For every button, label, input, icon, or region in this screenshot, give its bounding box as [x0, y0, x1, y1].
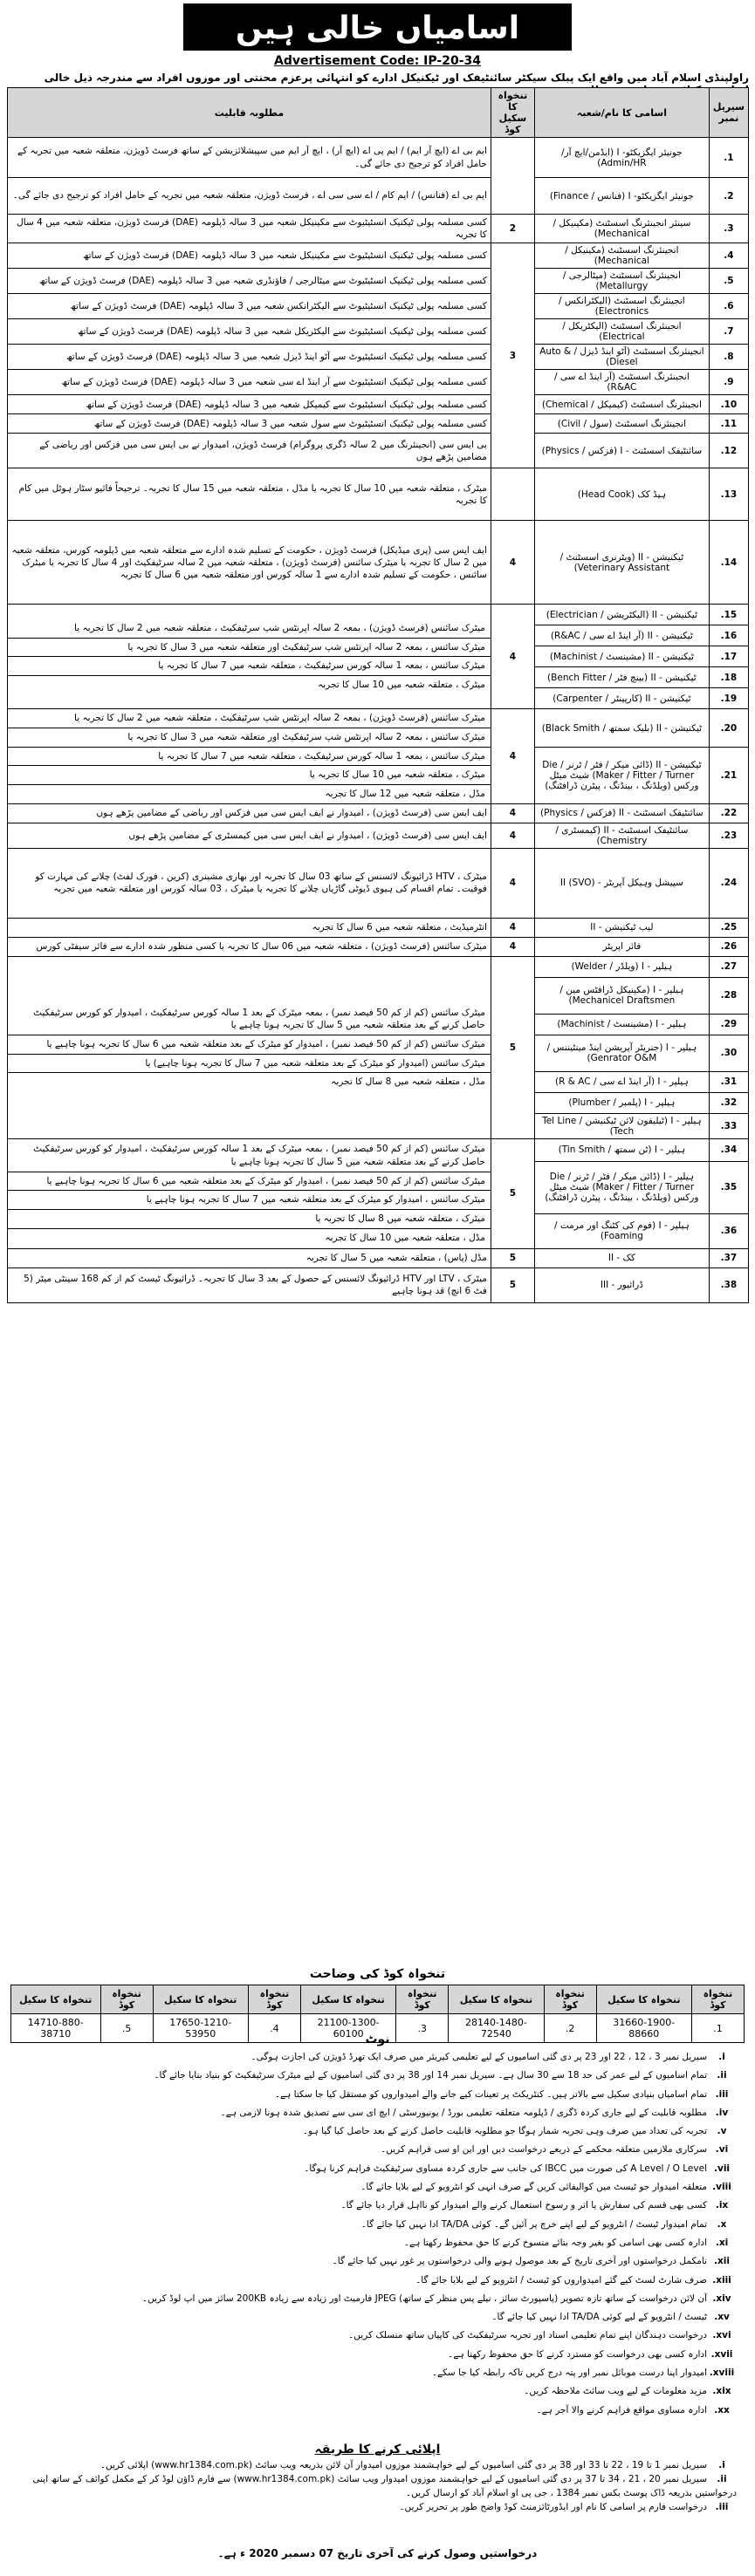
header-pay: تنخواہ کا سکیل کوڈ: [491, 88, 534, 138]
table-row: 4. انجینئرنگ اسسٹنٹ (مکینیکل / Mechanical) 3 کسی مسلمہ پولی ٹیکنیک انسٹیٹیوٹ سے مکینیکل شعبہ میں 3 سالہ ڈپلومہ (DAE) فرسٹ ڈویژن کے ساتھ: [8, 243, 749, 269]
pay-scale-title: تنخواہ کوڈ کی وضاحت: [309, 1967, 446, 1981]
header-post: اسامی کا نام/شعبہ: [534, 88, 709, 138]
table-row: 21. ٹیکنیشن - II (ڈائی میکر / فٹر / ٹرنر / Die Maker / Fitter / Turner) شیٹ میٹل ورکس (ویلڈنگ ، بینڈنگ ، پیٹرن ڈرافٹنگ): [8, 747, 749, 803]
list-item: xviii.امیدوار اپنا درست موبائل نمبر اور پتہ درج کریں تاکہ رابطہ کیا جا سکے۔: [431, 2368, 735, 2379]
apply-list: [12, 2458, 737, 2514]
list-item: xv.ٹیسٹ / انٹرویو کے لیے کوئی TA/DA ادا نہیں کیا جائے گا۔: [491, 2312, 730, 2323]
list-item: viii.متعلقہ امیدوار جو ٹیسٹ میں کوالیفائی کریں گے صرف انہی کو انٹرویو کے لیے بلایا جائے گا۔: [360, 2182, 731, 2193]
table-row: 36. ہیلپر - I (فوم کی کٹنگ اور مرمت / Foaming): [8, 1213, 749, 1248]
list-item: xiii.صرف شارٹ لسٹ کیے گئے امیدواروں کو ٹیسٹ / انٹرویو کے لیے بلایا جائے گا۔: [415, 2274, 731, 2286]
list-item: xvii.ادارہ کسی بھی درخواست کو مسترد کرنے کا حق محفوظ رکھتا ہے۔: [448, 2348, 733, 2360]
pay-scale-table: تنخواہ کوڈ تنخواہ کا سکیل تنخواہ کوڈ تنخواہ کا سکیل تنخواہ کوڈ تنخواہ کا سکیل تنخواہ کوڈ تنخواہ کا سکیل تنخواہ کوڈ تنخواہ کا سکیل 1. 31660-1900-88660 2. 28140-1480-72540 3. 21100-1300-60100 4. 17650-1210-53950 5. 14710-880-38710: [10, 1985, 745, 2043]
table-row: 34. ہیلپر - I (ٹن سمتھ / Tin Smith) 5 میٹرک سائنس (کم از کم 50 فیصد نمبر) ، بمعہ میٹرک کے بعد 1 سالہ کورس سرٹیفکیٹ ، امیدوار کو کورس سرٹیفکیٹ حاصل کرنے کے بعد متعلقہ شعبہ میں 5 سال کا تجربہ ہونا چاہیے یا میٹرک سائنس (کم از کم 50 فیصد نمبر) ، امیدوار کو میٹرک کے بعد متعلقہ شعبہ میں 6 سال کا تجربہ ہونا چاہیے یا میٹرک سائنس ، امیدوار کو میٹرک کے بعد متعلقہ شعبہ میں 7 سال کا تجربہ ہونا چاہیے یا میٹرک ، متعلقہ شعبہ میں 8 سال کا تجربہ یا مڈل ، متعلقہ شعبہ میں 10 سال کا تجربہ: [8, 1138, 749, 1161]
table-row: 22. سائنٹیفک اسسٹنٹ - II (فزکس / Physics) 4 ایف ایس سی (فرسٹ ڈویژن) ، امیدوار نے ایف ایس سی میں فزکس اور ریاضی کے مضامین پڑھے ہوں: [8, 803, 749, 823]
list-item: v.تجربہ کی تعداد میں صرف وہی تجربہ شمار ہوگا جو مطلوبہ قابلیت حاصل کرنے کے بعد حاصل کیا گیا ہو۔: [303, 2126, 727, 2137]
table-row: 19. ٹیکنیشن - II (کارپینٹر / Carpenter): [8, 688, 749, 709]
list-item: ix.کسی بھی قسم کی سفارش یا اثر و رسوخ استعمال کرنے والے امیدوار کو نااہل قرار دیا جائے گا۔: [340, 2200, 729, 2211]
table-row: 3. سینئر انجینئرنگ اسسٹنٹ (مکینیکل / Mechanical) 2 کسی مسلمہ پولی ٹیکنیک انسٹیٹیوٹ سے مکینیکل شعبہ میں 3 سالہ ڈپلومہ (DAE) فرسٹ ڈویژن، متعلقہ شعبہ میں 4 سال کا تجربہ: [8, 215, 749, 243]
table-row: 29. ہیلپر - I (مشینسٹ / Machinist): [8, 1014, 749, 1035]
table-row: 8. انجینئرنگ اسسٹنٹ (آٹو اینڈ ڈیزل / Auto & Diesel) کسی مسلمہ پولی ٹیکنیک انسٹیٹیوٹ سے آٹو اینڈ ڈیزل شعبہ میں 3 سالہ ڈپلومہ (DAE) فرسٹ ڈویژن کے ساتھ: [8, 345, 749, 370]
list-item: xii.نامکمل درخواستوں اور آخری تاریخ کے بعد موصول ہونے والی درخواستوں پر غور نہیں کیا جائے گا۔: [332, 2256, 730, 2267]
table-row: 14. ٹیکنیشن - II (ویٹرنری اسسٹنٹ / Veterinary Assistant) 4 ایف ایس سی (پری میڈیکل) فرسٹ ڈویژن ، حکومت کے تسلیم شدہ ادارے سے متعلقہ شعبہ میں ڈپلومہ کورس، متعلقہ شعبہ میں 2 سال کا تجربہ یا میٹرک سائنس (فرسٹ ڈویژن) ، متعلقہ شعبہ میں 2 سالہ سرٹیفکیٹ اور 4 سال کا تجربہ یا میٹرک سائنس ، حکومت کے تسلیم شدہ ادارے سے 1 سالہ کورس اور متعلقہ شعبہ میں 6 سال کا تجربہ: [8, 521, 749, 605]
list-item: xvi.درخواست دہندگان اپنے تمام تعلیمی اسناد اور تجربہ سرٹیفکیٹ کی کاپیاں ساتھ منسلک کریں۔: [348, 2330, 731, 2341]
table-row: 20. ٹیکنیشن - II (بلیک سمتھ / Black Smith) 4 میٹرک سائنس (فرسٹ ڈویژن) ، بمعہ 2 سالہ اپرنٹس شپ سرٹیفکیٹ ، متعلقہ شعبہ میں 2 سال کا تجربہ یا میٹرک سائنس ، بمعہ 2 سالہ اپرنٹس شپ سرٹیفکیٹ اور متعلقہ شعبہ میں 3 سال کا تجربہ یا میٹرک سائنس ، بمعہ 1 سالہ کورس سرٹیفکیٹ ، متعلقہ شعبہ میں 7 سال کا تجربہ یا میٹرک ، متعلقہ شعبہ میں 10 سال کا تجربہ یا مڈل ، متعلقہ شعبہ میں 12 سال کا تجربہ: [8, 709, 749, 747]
table-row: 18. ٹیکنیشن - II (بینچ فٹر / Bench Fitter): [8, 667, 749, 688]
table-row: 32. ہیلپر - I (پلمبر / Plumber): [8, 1092, 749, 1113]
table-row: 5. انجینئرنگ اسسٹنٹ (میٹالرجی / Metallurgy) کسی مسلمہ پولی ٹیکنیک انسٹیٹیوٹ سے میٹالرجی / فاؤنڈری شعبہ میں 3 سالہ ڈپلومہ (DAE) فرسٹ ڈویژن کے ساتھ: [8, 269, 749, 294]
table-row: 15. ٹیکنیشن - II (الیکٹریشن / Electrician) 4 میٹرک سائنس (فرسٹ ڈویژن) ، بمعہ 2 سالہ اپرنٹس شپ سرٹیفکیٹ ، متعلقہ شعبہ میں 2 سال کا تجربہ یا میٹرک سائنس ، بمعہ 2 سالہ اپرنٹس شپ سرٹیفکیٹ اور متعلقہ شعبہ میں 3 سال کا تجربہ یا میٹرک سائنس ، بمعہ 1 سالہ کورس سرٹیفکیٹ ، متعلقہ شعبہ میں 7 سال کا تجربہ یا میٹرک ، متعلقہ شعبہ میں 10 سال کا تجربہ: [8, 605, 749, 625]
table-row: 37. کک - II 5 مڈل (پاس) ، متعلقہ شعبہ میں 5 سال کا تجربہ: [8, 1248, 749, 1268]
table-row: 1. جونیئر ایگزیکٹو- I (ایڈمن/ایچ آر/ Admin/HR) ایم بی اے (ایچ آر ایم) / ایم پی اے (ایچ آر) ، ایچ آر ایم میں سپیشلائزیشن کے ساتھ فرسٹ ڈویژن، متعلقہ شعبہ میں تجربہ کے حامل افراد کو ترجیح دی جائے گی۔: [8, 138, 749, 178]
table-row: 26. فائر اپریٹر 4 میٹرک سائنس (فرسٹ ڈویژن) ، متعلقہ شعبہ میں 06 سال کا تجربہ یا کسی منظور شدہ ادارے سے فائر سیفٹی کورس: [8, 937, 749, 956]
table-row: 10. انجینئرنگ اسسٹنٹ (کیمیکل / Chemical) کسی مسلمہ پولی ٹیکنیک انسٹیٹیوٹ سے کیمیکل شعبہ میں 3 سالہ ڈپلومہ (DAE) فرسٹ ڈویژن کے ساتھ: [8, 395, 749, 414]
table-row: 7. انجینئرنگ اسسٹنٹ (الیکٹریکل / Electrical) کسی مسلمہ پولی ٹیکنیک انسٹیٹیوٹ سے الیکٹریکل شعبہ میں 3 سالہ ڈپلومہ (DAE) فرسٹ ڈویژن کے ساتھ: [8, 319, 749, 345]
table-row: 9. انجینئرنگ اسسٹنٹ (آر اینڈ اے سی / R&AC) کسی مسلمہ پولی ٹیکنیک انسٹیٹیوٹ سے آر اینڈ اے سی شعبہ میں 3 سالہ ڈپلومہ (DAE) فرسٹ ڈویژن کے ساتھ: [8, 370, 749, 395]
list-item: xi.ادارہ کسی بھی اسامی کو بغیر وجہ بتائے منسوخ کرنے کا حق محفوظ رکھتا ہے۔: [403, 2237, 729, 2248]
list-item: x.تمام امیدوار ٹیسٹ / انٹرویو کے لیے اپنے خرچ پر آئیں گے۔ کوئی TA/DA ادا نہیں کیا جائے گا۔: [360, 2218, 727, 2230]
table-row: 12. سائنٹیفک اسسٹنٹ - I (فزکس / Physics) بی ایس سی (انجینئرنگ میں 2 سالہ ڈگری پروگرام) فرسٹ ڈویژن، امیدوار نے بی ایس سی میں فزکس اور ریاضی کے مضامین پڑھے ہوں: [8, 434, 749, 468]
page-title: اسامیاں خالی ہیں: [183, 3, 572, 51]
table-row: 31. ہیلپر - I (آر اینڈ اے سی / R & AC): [8, 1071, 749, 1092]
list-item: iii.تمام اسامیاں بنیادی سکیل سے بالاتر ہیں۔ کنٹریکٹ پر تعینات کیے جانے والے امیدواروں کو مستقل کیا جا سکتا ہے۔: [274, 2088, 729, 2100]
table-row: 2. جونیئر ایگزیکٹو- I (فنانس / Finance) ایم بی اے (فنانس) / ایم کام / اے سی سی اے ، فرسٹ ڈویژن، متعلقہ شعبہ میں تجربہ کے حامل افراد کو ترجیح دی جائے گی۔: [8, 178, 749, 215]
table-header: [8, 88, 749, 138]
list-item: vii.A Level / O Level کی صورت میں IBCC کی جانب سے جاری کردہ مساوی سرٹیفکیٹ فراہم کرنا ہوگا۔: [304, 2163, 731, 2174]
list-item: i.سیریل نمبر 1 تا 19 ، 22 تا 33 اور 38 پر دی گئی اسامیوں کے لیے خواہشمند موزوں امیدوار آن لائن بذریعہ ویب سائٹ (www.hr1384.com.pk) اپلائی کریں۔: [100, 2460, 725, 2470]
list-item: i.سیریل نمبر 3 ، 12 ، 22 اور 23 پر دی گئی اسامیوں کے لیے تعلیمی کیریئر میں صرف ایک تھرڈ ڈویژن کی اجازت ہوگی۔: [251, 2052, 725, 2062]
table-row: 16. ٹیکنیشن - II (آر اینڈ اے سی / R&AC): [8, 625, 749, 646]
list-item: vi.سرکاری ملازمین متعلقہ محکمے کے ذریعے درخواست دیں اور این او سی فراہم کریں۔: [381, 2144, 729, 2156]
list-item: xix.مزید معلومات کے لیے ویب سائٹ ملاحظہ کریں۔: [524, 2386, 731, 2397]
notes-list: [12, 2048, 737, 2420]
table-row: 33. ہیلپر - I (ٹیلیفون لائن ٹیکنیشن / Tel Line Tech): [8, 1113, 749, 1138]
list-item: xx.ادارہ مساوی مواقع فراہم کرنے والا آجر ہے۔: [536, 2404, 730, 2415]
table-row: 38. ڈرائیور - III 5 میٹرک ، LTV اور HTV ڈرائیونگ لائسنس کے حصول کے بعد 3 سال کا تجربہ۔ ڈرائیونگ ٹیسٹ کم از کم 168 سینٹی میٹر (5 فٹ 6 انچ) قد ہونا چاہیے: [8, 1268, 749, 1302]
intro-text: راولپنڈی اسلام آباد میں واقع ایک پبلک سیکٹر سائنٹیفک اور ٹیکنیکل ادارے کو انتہائی پرعزم محنتی اور موزوں افراد سے مندرجہ ذیل خالی: [44, 72, 749, 84]
table-row: 17. ٹیکنیشن - II (مشینسٹ / Machinist): [8, 646, 749, 667]
notes-title: نوٹ: [365, 2033, 390, 2046]
list-item: ii.سیریل نمبر 20 ، 21 ، 34 تا 37 پر دی گئی اسامیوں کے لیے خواہشمند موزوں امیدوار ویب سائٹ (www.hr1384.com.pk) سے فارم ڈاؤن لوڈ کر کے مکمل کوائف کے ساتھ اپنی درخواستیں بذریعہ ڈاک پوسٹ بکس نمبر 1384 ، جی پی او اسلام آباد کو ارسال کریں۔: [32, 2474, 737, 2498]
table-row: 24. سپیشل وہیکل آپریٹر - II (SVO) 4 میٹرک ، HTV ڈرائیونگ لائسنس کے ساتھ 03 سال کا تجربہ اور بھاری مشینری (کرین ، فورک لفٹ) چلانے کی مہارت کو فوقیت۔ تمام اقسام کی ہیوی ڈیوٹی گاڑیاں چلانے کا تجربہ یا میٹرک ، 03 سالہ کورس اور متعلقہ شعبہ میں تجربہ: [8, 848, 749, 918]
table-row: 25. لیب ٹیکنیشن - II 4 انٹرمیڈیٹ ، متعلقہ شعبہ میں 6 سال کا تجربہ: [8, 918, 749, 937]
list-item: xiv.آن لائن درخواست کے ساتھ تازہ تصویر (پاسپورٹ سائز ، نیلے پس منظر کے ساتھ) JPEG فارمیٹ اور زیادہ سے زیادہ 200KB سائز میں اپ لوڈ کریں۔: [141, 2292, 731, 2304]
table-row: 23. سائنٹیفک اسسٹنٹ - II (کیمسٹری / Chemistry) 4 ایف ایس سی (فرسٹ ڈویژن) ، امیدوار نے ایف ایس سی میں کیمسٹری کے مضامین پڑھے ہوں: [8, 823, 749, 848]
table-row: 13. ہیڈ کک (Head Cook) میٹرک ، متعلقہ شعبہ میں 10 سال کا تجربہ یا مڈل ، متعلقہ شعبہ میں 15 سال کا تجربہ۔ ترجیحاً فائیو سٹار ہوٹل میں کام کا تجربہ: [8, 468, 749, 521]
list-item: iv.مطلوبہ قابلیت کے لیے جاری کردہ ڈگری / ڈپلومہ متعلقہ تعلیمی بورڈ / یونیورسٹی / ایچ ای سی سے تصدیق شدہ ہونا لازمی ہے۔: [220, 2107, 729, 2118]
table-row: 11. انجینئرنگ اسسٹنٹ (سول / Civil) کسی مسلمہ پولی ٹیکنیک انسٹیٹیوٹ سے سول شعبہ میں 3 سالہ ڈپلومہ (DAE) فرسٹ ڈویژن کے ساتھ: [8, 414, 749, 434]
list-item: ii.تمام اسامیوں کے لیے عمر کی حد 18 سے 30 سال ہے۔ سیریل نمبر 14 اور 38 پر دی گئی اسامیوں کے لیے میٹرک سرٹیفکیٹ کو بنیاد بنایا جائے گا۔: [154, 2070, 727, 2081]
table-row: 6. انجینئرنگ اسسٹنٹ (الیکٹرانکس / Electronics) کسی مسلمہ پولی ٹیکنیک انسٹیٹیوٹ سے الیکٹرانکس شعبہ میں 3 سالہ ڈپلومہ (DAE) فرسٹ ڈویژن کے ساتھ: [8, 294, 749, 319]
deadline-text: درخواستیں وصول کرنے کی آخری تاریخ 07 دسمبر 2020 ء ہے۔: [217, 2547, 538, 2559]
header-qual: مطلوبہ قابلیت: [8, 88, 491, 138]
vacancy-table: [7, 87, 749, 1303]
header-sno: سیریل نمبر: [709, 88, 748, 138]
table-row: 28. ہیلپر - I (مکینیکل ڈرافٹس مین / Mechanicel Draftsmen): [8, 977, 749, 1014]
table-row: 30. ہیلپر - I (جنریٹر آپریشن اینڈ مینٹیننس / Genrator O&M): [8, 1035, 749, 1071]
table-row: 27. ہیلپر - I (ویلڈر / Welder) 5 میٹرک سائنس (کم از کم 50 فیصد نمبر) ، بمعہ میٹرک کے بعد 1 سالہ کورس سرٹیفکیٹ ، امیدوار کو کورس سرٹیفکیٹ حاصل کرنے کے بعد متعلقہ شعبہ میں 5 سال کا تجربہ ہونا چاہیے یا میٹرک سائنس (کم از کم 50 فیصد نمبر) ، امیدوار کو میٹرک کے بعد متعلقہ شعبہ میں 6 سال کا تجربہ ہونا چاہیے یا میٹرک سائنس (امیدوار کو میٹرک کے بعد متعلقہ شعبہ میں 7 سال کا تجربہ ہونا چاہیے) یا مڈل ، متعلقہ شعبہ میں 8 سال کا تجربہ: [8, 956, 749, 977]
table-row: 35. ہیلپر - I (ڈائی میکر / فٹر / ٹرنر / Die Maker / Fitter / Turner) شیٹ میٹل ورکس (ویلڈنگ ، بینڈنگ ، پیٹرن ڈرافٹنگ): [8, 1161, 749, 1213]
list-item: iii.درخواست فارم پر اسامی کا نام اور ایڈورٹائزمنٹ کوڈ واضح طور پر تحریر کریں۔: [399, 2502, 729, 2512]
advertisement-code: Advertisement Code: IP-20-34: [273, 54, 481, 68]
apply-title: اپلائی کرنے کا طریقہ: [314, 2443, 441, 2456]
